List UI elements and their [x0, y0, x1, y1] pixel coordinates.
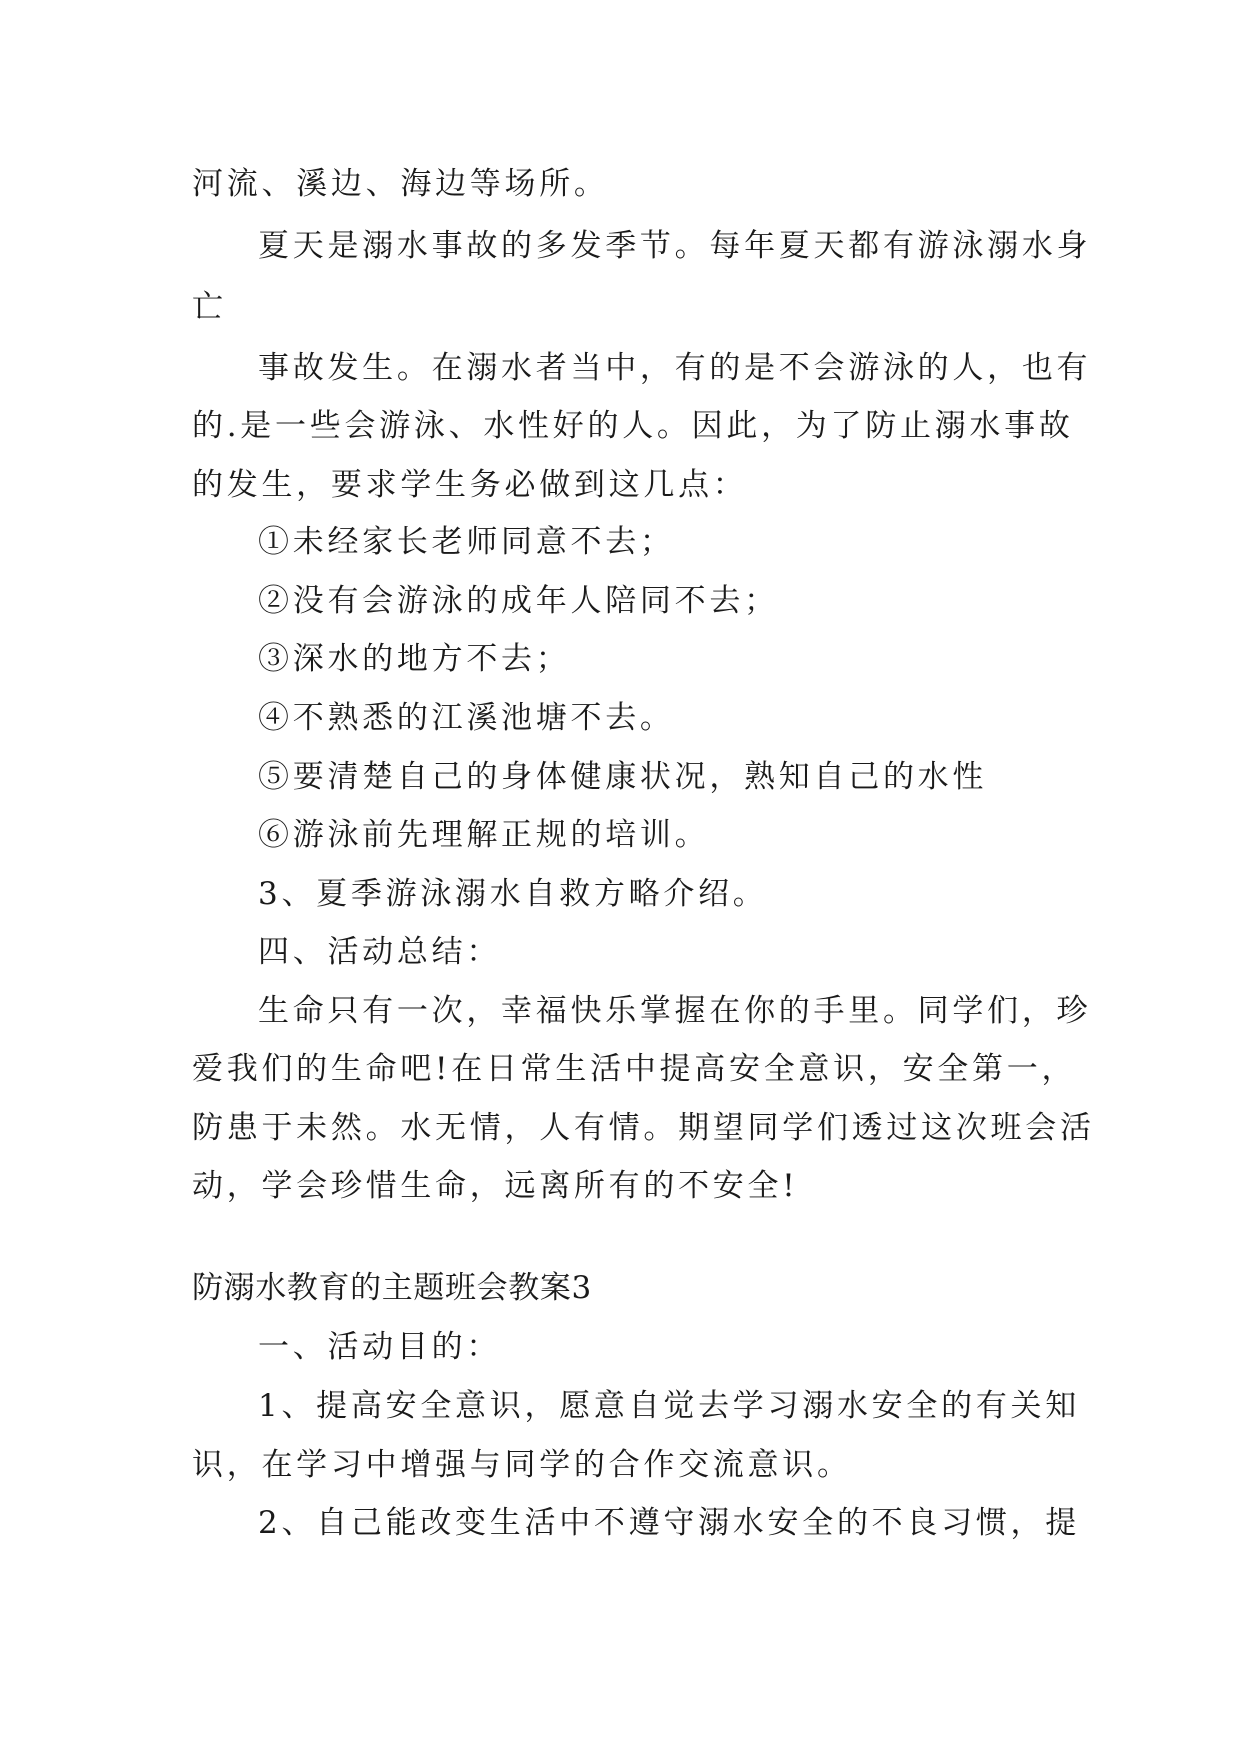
paragraph-line: 夏天是溺水事故的多发季节。每年夏天都有游泳溺水身 [258, 228, 1092, 264]
paragraph-line: 3、夏季游泳溺水自救方略介绍。 [258, 876, 768, 912]
list-item: ①未经家长老师同意不去； [258, 524, 675, 560]
list-item: ⑤要清楚自己的身体健康状况，熟知自己的水性 [258, 759, 988, 795]
paragraph-line: 亡 [192, 289, 227, 325]
paragraph-line: 爱我们的生命吧!在日常生活中提高安全意识，安全第一， [192, 1051, 1077, 1087]
paragraph-line: 事故发生。在溺水者当中，有的是不会游泳的人，也有 [258, 350, 1092, 386]
list-item: ③深水的地方不去； [258, 641, 571, 677]
section-heading: 四、活动总结： [258, 934, 502, 970]
section-heading: 一、活动目的： [258, 1329, 502, 1365]
paragraph-line: 2、自己能改变生活中不遵守溺水安全的不良习惯，提 [258, 1505, 1081, 1541]
paragraph-line: 的发生，要求学生务必做到这几点： [192, 467, 748, 503]
paragraph-line: 河流、溪边、海边等场所。 [192, 166, 609, 202]
document-title: 防溺水教育的主题班会教案3 [192, 1270, 592, 1306]
list-item: ⑥游泳前先理解正规的培训。 [258, 817, 710, 853]
list-item: ②没有会游泳的成年人陪同不去； [258, 583, 779, 619]
paragraph-line: 识，在学习中增强与同学的合作交流意识。 [192, 1447, 852, 1483]
paragraph-line: 的.是一些会游泳、水性好的人。因此，为了防止溺水事故 [192, 408, 1074, 444]
paragraph-line: 动，学会珍惜生命，远离所有的不安全! [192, 1168, 799, 1204]
paragraph-line: 生命只有一次，幸福快乐掌握在你的手里。同学们，珍 [258, 993, 1092, 1029]
list-item: ④不熟悉的江溪池塘不去。 [258, 700, 675, 736]
paragraph-line: 1、提高安全意识，愿意自觉去学习溺水安全的有关知 [258, 1388, 1081, 1424]
paragraph-line: 防患于未然。水无情，人有情。期望同学们透过这次班会活 [192, 1110, 1095, 1146]
